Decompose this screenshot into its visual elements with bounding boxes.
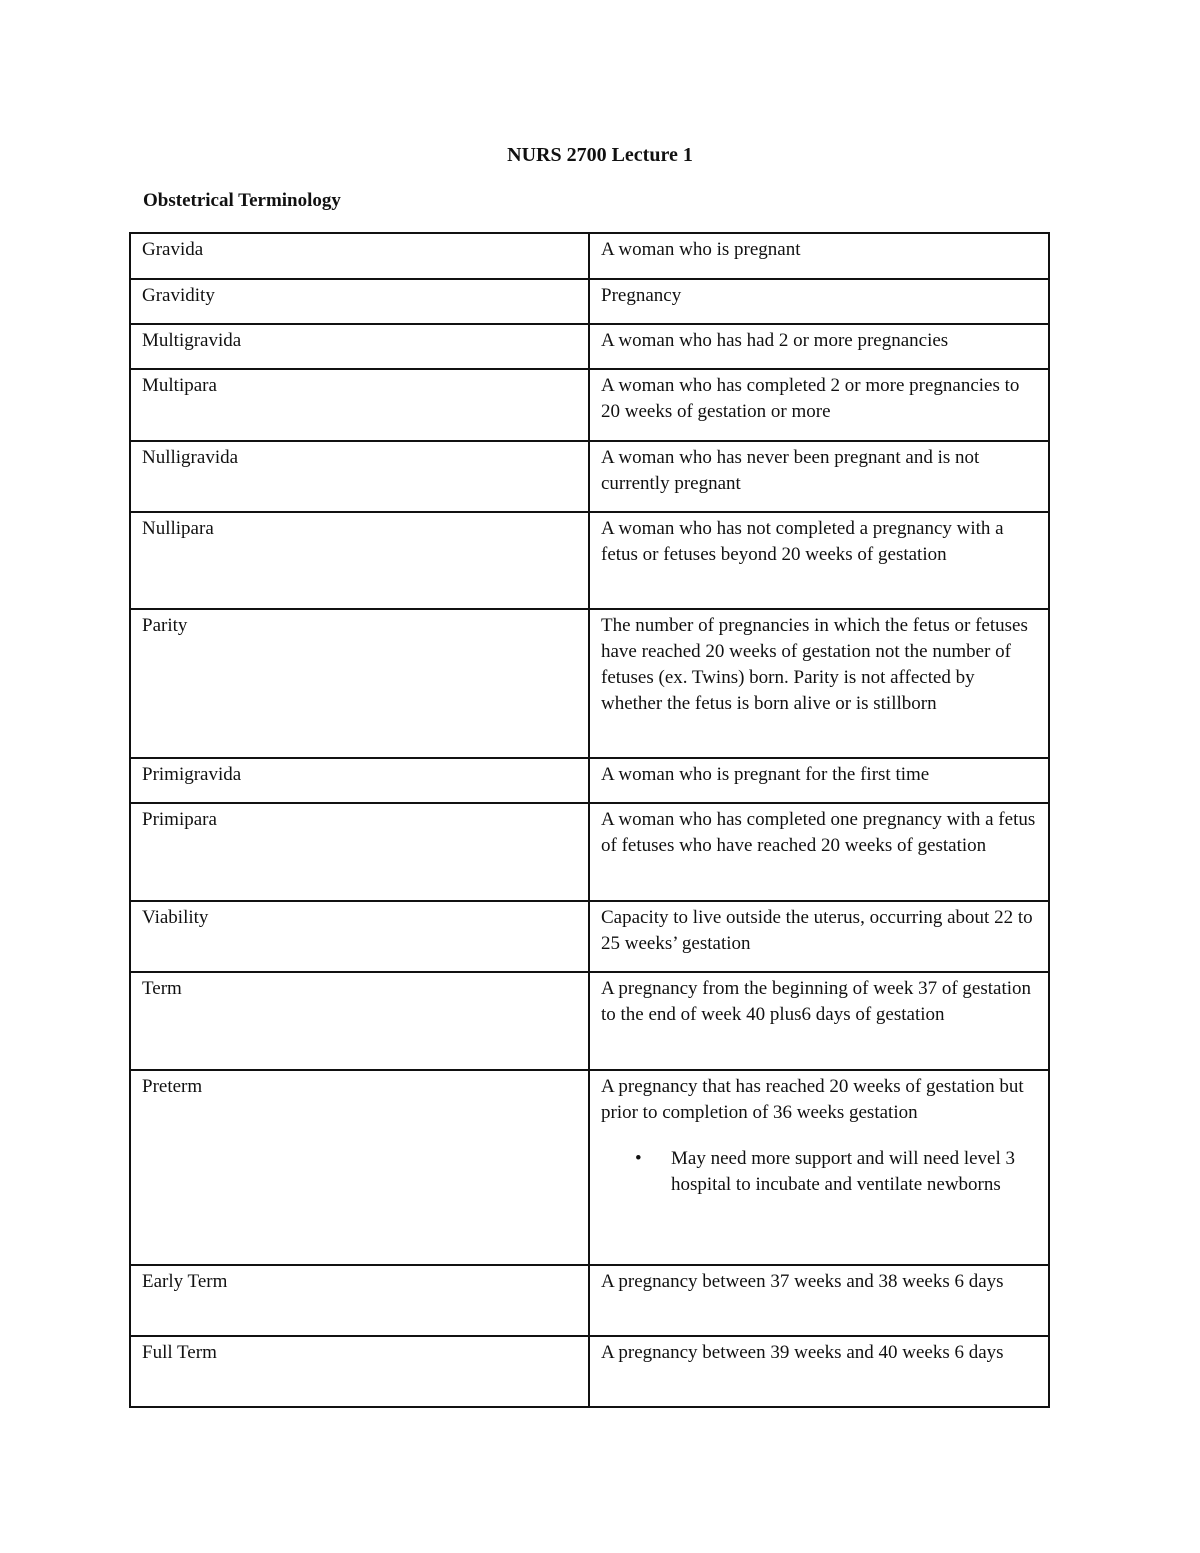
term-cell: Multigravida	[130, 324, 589, 369]
table-row	[130, 758, 1049, 803]
bullet-list	[601, 1146, 1038, 1198]
definition-cell: The number of pregnancies in which the fetus or fetuses have reached 20 weeks of gestation not the number of fetuses (ex. Twins) born. Parity is not affected by whether the fetus is born alive or is stillborn	[589, 609, 1049, 758]
bullet-item: • May need more support and will need level 3 hospital to incubate and ventilate newborns	[671, 1146, 1038, 1198]
term-cell: Nullipara	[130, 512, 589, 609]
table-row	[130, 279, 1049, 324]
term-cell: Term	[130, 972, 589, 1070]
table-row	[130, 441, 1049, 512]
definition-cell: Capacity to live outside the uterus, occurring about 22 to 25 weeks’ gestation	[589, 901, 1049, 972]
terminology-table	[129, 232, 1050, 1408]
definition-cell: A woman who has completed 2 or more pregnancies to 20 weeks of gestation or more	[589, 369, 1049, 441]
definition-cell: A woman who has never been pregnant and is not currently pregnant	[589, 441, 1049, 512]
definition-cell: Pregnancy	[589, 279, 1049, 324]
definition-cell: A woman who has not completed a pregnancy with a fetus or fetuses beyond 20 weeks of gestation	[589, 512, 1049, 609]
definition-cell: A pregnancy from the beginning of week 37 of gestation to the end of week 40 plus6 days of gestation	[589, 972, 1049, 1070]
definition-text: A pregnancy that has reached 20 weeks of gestation but prior to completion of 36 weeks gestation	[601, 1076, 1024, 1123]
definition-cell: A woman who is pregnant	[589, 233, 1049, 279]
term-cell: Nulligravida	[130, 441, 589, 512]
term-cell: Gravida	[130, 233, 589, 279]
table-row	[130, 972, 1049, 1070]
term-cell: Preterm	[130, 1070, 589, 1265]
table-row	[130, 324, 1049, 369]
table-row	[130, 233, 1049, 279]
definition-cell: A woman who is pregnant for the first time	[589, 758, 1049, 803]
term-cell: Primipara	[130, 803, 589, 901]
table-row	[130, 512, 1049, 609]
term-cell: Primigravida	[130, 758, 589, 803]
definition-cell: A woman who has completed one pregnancy with a fetus of fetuses who have reached 20 weeks of gestation	[589, 803, 1049, 901]
table-row	[130, 1070, 1049, 1265]
table-row	[130, 369, 1049, 441]
definition-cell: A pregnancy between 37 weeks and 38 weeks 6 days	[589, 1265, 1049, 1336]
term-cell: Multipara	[130, 369, 589, 441]
table-row	[130, 901, 1049, 972]
section-heading: Obstetrical Terminology	[143, 190, 341, 211]
page-title: NURS 2700 Lecture 1	[507, 144, 693, 166]
term-cell: Viability	[130, 901, 589, 972]
term-cell: Gravidity	[130, 279, 589, 324]
table-row	[130, 803, 1049, 901]
table-row	[130, 1265, 1049, 1336]
definition-cell: A pregnancy between 39 weeks and 40 weeks 6 days	[589, 1336, 1049, 1407]
definition-cell: A woman who has had 2 or more pregnancies	[589, 324, 1049, 369]
table-row	[130, 609, 1049, 758]
term-cell: Early Term	[130, 1265, 589, 1336]
table-row	[130, 1336, 1049, 1407]
definition-cell	[589, 1070, 1049, 1265]
term-cell: Full Term	[130, 1336, 589, 1407]
term-cell: Parity	[130, 609, 589, 758]
